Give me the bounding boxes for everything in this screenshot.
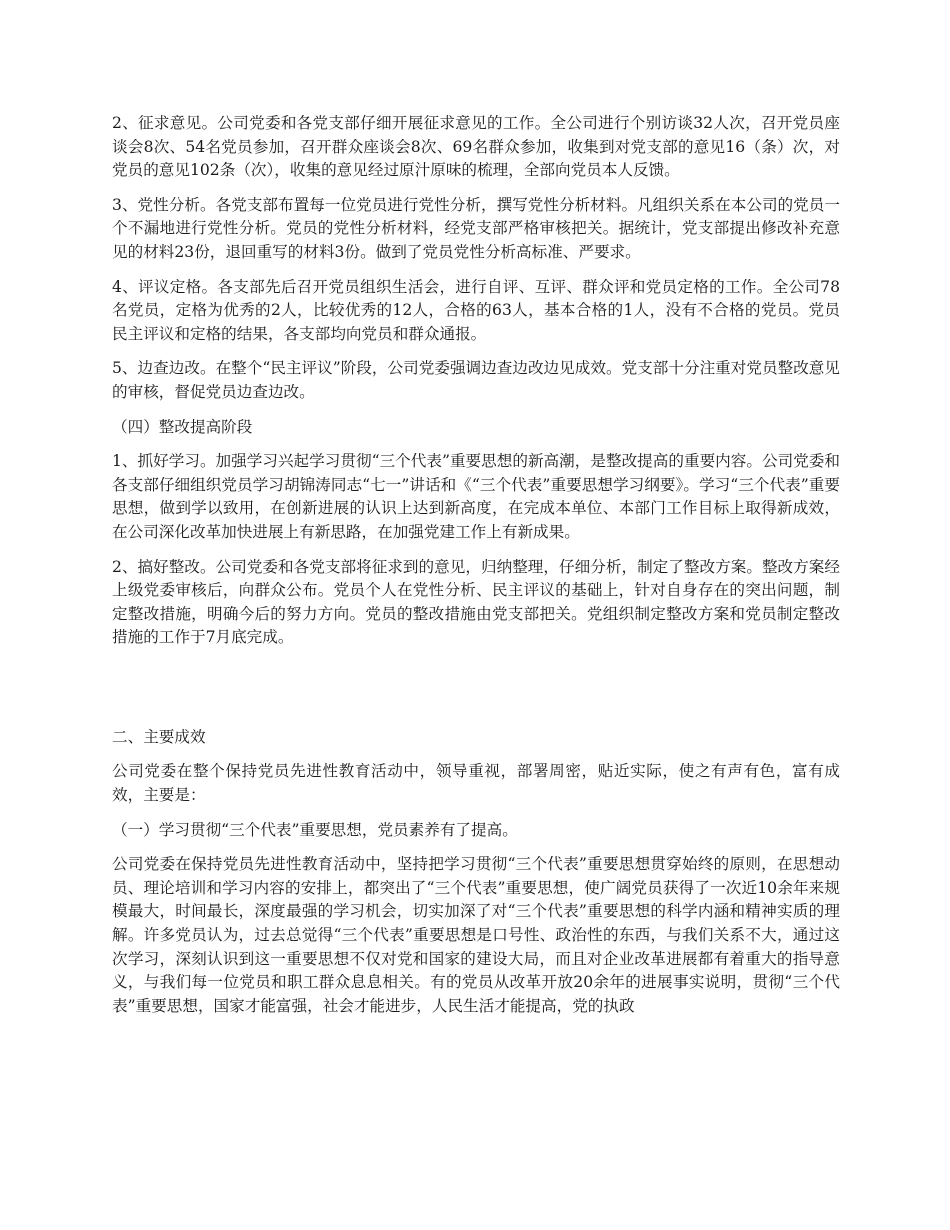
section-heading-rectification: （四）整改提高阶段 xyxy=(112,417,253,436)
spacer xyxy=(112,808,840,819)
spacer xyxy=(112,183,840,194)
spacer xyxy=(112,439,840,450)
spacer xyxy=(112,545,840,556)
section-heading-main-results: 二、主要成效 xyxy=(112,727,206,746)
paragraph-evaluation: 4、评议定格。各支部先后召开党员组织生活会，进行自评、互评、群众评和党员定格的工作。全公司78名党员，定格为优秀的2人，比较优秀的12人，合格的63人，基本合格的1人，没有不合格的党员。党员民主评议和定格的结果，各支部均向党员和群众通报。 xyxy=(112,277,840,343)
spacer xyxy=(112,346,840,357)
paragraph-three-represents-body: 公司党委在保持党员先进性教育活动中，坚持把学习贯彻“三个代表”重要思想贯穿始终的原则，在思想动员、理论培训和学习内容的安排上，都突出了“三个代表”重要思想，使广阔党员获得了一次近10余年来规模最大，时间最长，深度最强的学习机会，切实加深了对“三个代表”重要思想的科学内涵和精神实质的理解。许多党员认为，过去总觉得“三个代表”重要思想是口号性、政治性的东西，与我们关系不大，通过这次学习，深刻认识到这一重要思想不仅对党和国家的建设大局，而且对企业改革进展都有着重大的指导意义，与我们每一位党员和职工群众息息相关。有的党员从改革开放20余年的进展事实说明，贯彻“三个代表”重要思想，国家才能富强，社会才能进步，人民生活才能提高，党的执政 xyxy=(112,855,840,1015)
paragraph-rectify: 2、搞好整改。公司党委和各党支部将征求到的意见，归纳整理，仔细分析，制定了整改方案。整改方案经上级党委审核后，向群众公布。党员个人在党性分析、民主评议的基础上，针对自身存在的突出问题，制定整改措施，明确今后的努力方向。党员的整改措施由党支部把关。党组织制定整改方案和党员制定整改措施的工作于7月底完成。 xyxy=(112,557,840,647)
paragraph-results-intro: 公司党委在整个保持党员先进性教育活动中，领导重视，部署周密，贴近实际，使之有声有色，富有成效，主要是： xyxy=(112,762,840,805)
spacer xyxy=(112,749,840,760)
spacer xyxy=(112,405,840,416)
subsection-heading-three-represents: （一）学习贯彻“三个代表”重要思想，党员素养有了提高。 xyxy=(112,820,518,839)
paragraph-party-analysis: 3、党性分析。各党支部布置每一位党员进行党性分析，撰写党性分析材料。凡组织关系在本公司的党员一个不漏地进行党性分析。党员的党性分析材料，经党支部严格审核把关。据统计，党支部提出修改补充意见的材料23份，退回重写的材料3份。做到了党员党性分析高标准、严要求。 xyxy=(112,195,840,261)
spacer xyxy=(112,265,840,276)
spacer xyxy=(112,650,840,726)
paragraph-check-and-correct: 5、边查边改。在整个“民主评议”阶段，公司党委强调边查边改边见成效。党支部十分注重对党员整改意见的审核，督促党员边查边改。 xyxy=(112,359,840,401)
document-page xyxy=(112,112,840,1018)
paragraph-solicit-opinions: 2、征求意见。公司党委和各党支部仔细开展征求意见的工作。全公司进行个别访谈32人次，召开党员座谈会8次、54名党员参加，召开群众座谈会8次、69名群众参加，收集到对党支部的意见16（条）次，对党员的意见102条（次），收集的意见经过原汁原味的梳理，全部向党员本人反馈。 xyxy=(112,114,840,180)
paragraph-study: 1、抓好学习。加强学习兴起学习贯彻“三个代表”重要思想的新高潮，是整改提高的重要内容。公司党委和各支部仔细组织党员学习胡锦涛同志“七一”讲话和《“三个代表”重要思想学习纲要》。学习“三个代表”重要思想，做到学以致用，在创新进展的认识上达到新高度，在完成本单位、本部门工作目标上取得新成效，在公司深化改革加快进展上有新思路，在加强党建工作上有新成果。 xyxy=(112,452,840,541)
spacer xyxy=(112,842,840,853)
